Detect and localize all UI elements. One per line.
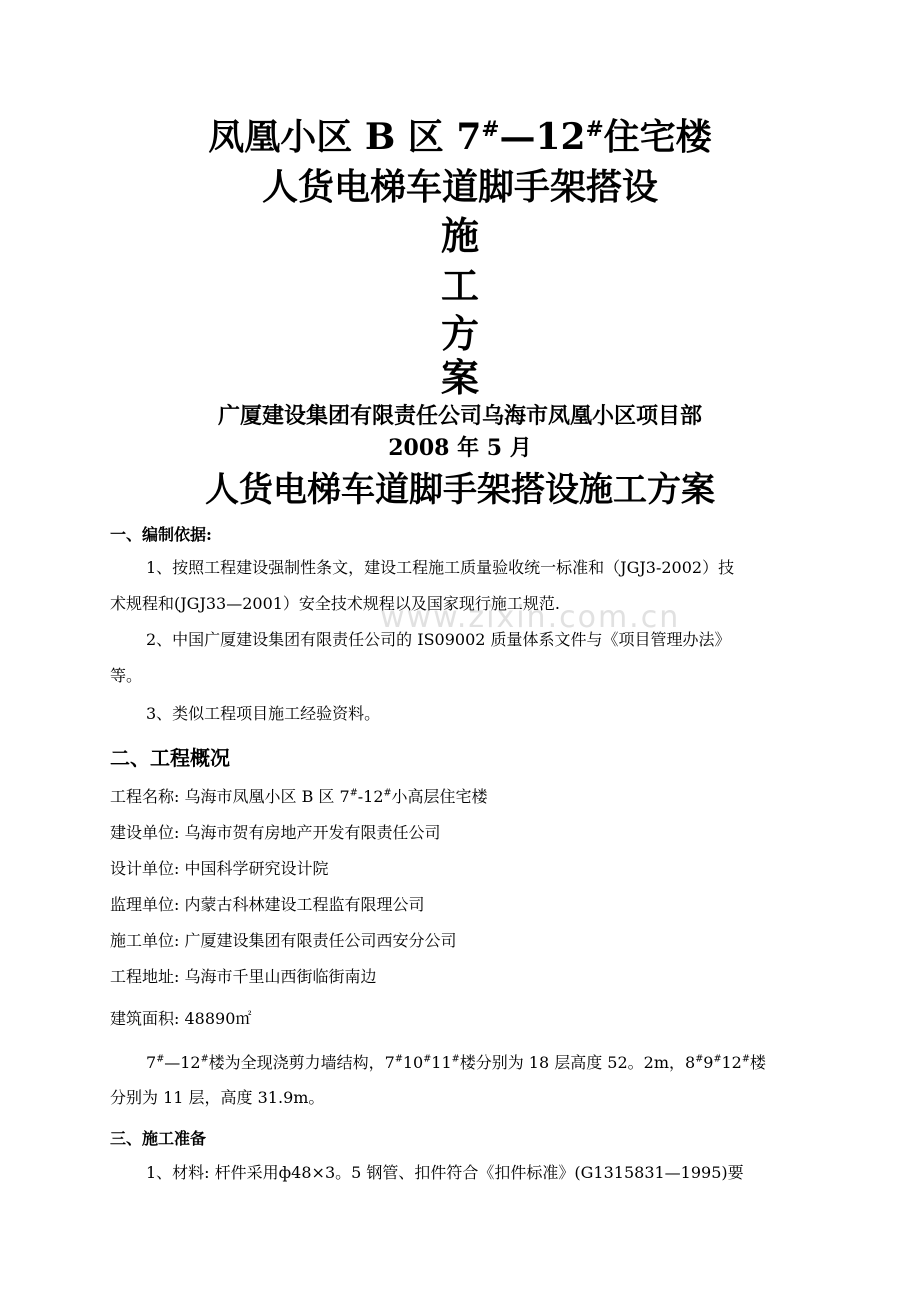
- cover-char-3: 方: [440, 311, 479, 356]
- cover-title-line1: 凤凰小区 B 区 7#—12#住宅楼: [208, 116, 712, 158]
- structure-desc-line2: 分别为 11 层，高度 31.9m。: [110, 1088, 325, 1107]
- cover-date: 2008 年 5 月: [388, 435, 532, 461]
- project-address: 工程地址: 乌海市千里山西街临街南边: [110, 967, 377, 986]
- section2-heading: 二、工程概况: [110, 746, 230, 770]
- section1-item2-line1: 2、中国广厦建设集团有限责任公司的 IS09002 质量体系文件与《项目管理办法》: [146, 630, 731, 649]
- cover-char-2: 工: [440, 263, 479, 308]
- project-designer: 设计单位: 中国科学研究设计院: [110, 859, 329, 878]
- document-title: 人货电梯车道脚手架搭设施工方案: [205, 470, 715, 510]
- section1-heading: 一、编制依据:: [110, 525, 212, 544]
- project-name: 工程名称: 乌海市凤凰小区 B 区 7#-12#小高层住宅楼: [110, 787, 488, 806]
- watermark: www.zixin.com.cn: [380, 600, 681, 635]
- cover-char-1: 施: [440, 213, 479, 258]
- cover-title-line2: 人货电梯车道脚手架搭设: [261, 166, 658, 208]
- section1-item3: 3、类似工程项目施工经验资料。: [146, 704, 381, 723]
- section3-heading: 三、施工准备: [110, 1129, 207, 1148]
- section1-item1-line1: 1、按照工程建设强制性条文，建设工程施工质量验收统一标准和（JGJ3-2002）技: [146, 558, 735, 577]
- cover-char-4: 案: [440, 355, 479, 400]
- cover-organization: 广厦建设集团有限责任公司乌海市凤凰小区项目部: [217, 403, 702, 429]
- section3-item1: 1、材料: 杆件采用ф48×3。5 钢管、扣件符合《扣件标准》(G1315831—1995)要: [146, 1163, 744, 1182]
- project-area: 建筑面积: 48890㎡: [110, 1009, 252, 1028]
- section1-item2-line2: 等。: [110, 666, 143, 685]
- project-builder: 建设单位: 乌海市贺有房地产开发有限责任公司: [110, 823, 441, 842]
- project-contractor: 施工单位: 广厦建设集团有限责任公司西安分公司: [110, 931, 457, 950]
- structure-desc-line1: 7#—12#楼为全现浇剪力墙结构，7#10#11#楼分别为 18 层高度 52。2m，8#9#12#楼: [146, 1053, 766, 1072]
- section1-item1-line2: 术规程和(JGJ33—2001）安全技术规程以及国家现行施工规范.: [110, 594, 561, 613]
- project-supervisor: 监理单位: 内蒙古科林建设工程监有限理公司: [110, 895, 425, 914]
